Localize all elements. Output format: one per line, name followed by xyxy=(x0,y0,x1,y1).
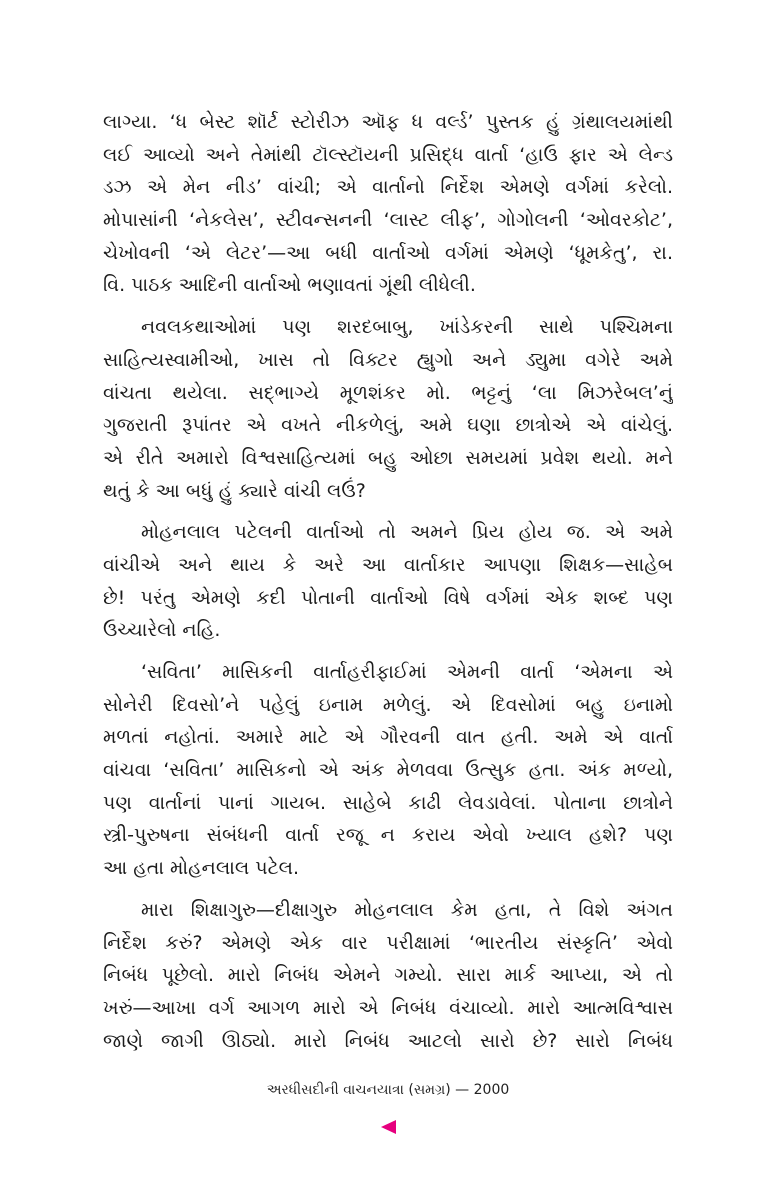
paragraph-4 xyxy=(103,656,673,885)
text-line: સ્ત્રી-પુરુષના સંબંધની વાર્તા રજૂ ન કરાય એવો ખ્યાલ હશે? પણ xyxy=(103,824,673,847)
text-line: પણ વાર્તાનાં પાનાં ગાયબ. સાહેબે કાઢી લેવડાવેલાં. પોતાના છાત્રોને xyxy=(103,791,673,814)
page-footer: અરધીસદીની વાચનયાત્રા (સમગ્ર) — 2000 xyxy=(266,1082,510,1098)
text-line: વિ. પાઠક આદિની વાર્તાઓ ભણાવતાં ગૂંથી લીધેલી. xyxy=(103,274,476,297)
text-line: સોનેરી દિવસો’ને પહેલું ઇનામ મળેલું. એ દિવસોમાં બહુ ઇનામો xyxy=(103,693,673,716)
previous-page-arrow-icon[interactable] xyxy=(381,1120,396,1134)
text-line: સાહિત્યસ્વામીઓ, ખાસ તો વિક્ટર હ્યુગો અને ડ્યુમા વગેરે અમે xyxy=(103,348,673,371)
text-line: છે! પરંતુ એમણે કદી પોતાની વાર્તાઓ વિષે વર્ગમાં એક શબ્દ પણ xyxy=(103,586,673,609)
text-line: ‘સવિતા’ માસિકની વાર્તાહરીફાઈમાં એમની વાર્તા ‘એમના એ xyxy=(141,661,673,683)
paragraph-5 xyxy=(103,894,673,1057)
paragraph-2 xyxy=(103,311,673,507)
body-text xyxy=(103,106,673,1057)
text-line: ગુજરાતી રૂપાંતર એ વખતે નીકળેલું, અમે ઘણા છાત્રોએ એ વાંચેલું. xyxy=(103,414,673,437)
text-line: મોહનલાલ પટેલની વાર્તાઓ તો અમને પ્રિય હોય જ. એ અમે xyxy=(141,521,673,544)
text-line: એ રીતે અમારો વિશ્વસાહિત્યમાં બહુ ઓછા સમયમાં પ્રવેશ થયો. મને xyxy=(103,446,673,469)
text-line: જાણે જાગી ઊઠ્યો. મારો નિબંધ આટલો સારો છે? સારો નિબંધ xyxy=(103,1029,673,1052)
text-line: મળતાં નહોતાં. અમારે માટે એ ગૌરવની વાત હતી. અમે એ વાર્તા xyxy=(103,726,673,749)
text-line: વાંચતા થયેલા. સદ્ભાગ્યે મૂળશંકર મો. ભટ્ટનું ‘લા મિઝરેબલ’નું xyxy=(103,381,673,404)
text-line: ચેખોવની ‘એ લેટર’—આ બધી વાર્તાઓ વર્ગમાં એમણે ‘ધૂમકેતુ’, રા. xyxy=(103,241,673,264)
text-line: ખરું—આખા વર્ગ આગળ મારો એ નિબંધ વંચાવ્યો. મારો આત્મવિશ્વાસ xyxy=(103,996,673,1019)
text-line: નવલકથાઓમાં પણ શરદબાબુ, ખાંડેકરની સાથે પશ્ચિમના xyxy=(141,316,673,339)
text-line: મારા શિક્ષાગુરુ—દીક્ષાગુરુ મોહનલાલ કેમ હતા, તે વિશે અંગત xyxy=(141,898,673,921)
paragraph-3 xyxy=(103,516,673,647)
text-line: લાગ્યા. ‘ધ બેસ્ટ શૉર્ટ સ્ટોરીઝ ઑફ ધ વર્લ્ડ’ પુસ્તક હું ગ્રંથાલયમાંથી xyxy=(103,111,673,133)
text-line: લઈ આવ્યો અને તેમાંથી ટૉલ્સ્ટૉયની પ્રસિદ્ધ વાર્તા ‘હાઉ ફાર એ લેન્ડ xyxy=(103,143,673,166)
text-line: થતું કે આ બધું હું ક્યારે વાંચી લઉં? xyxy=(103,479,366,502)
text-line: વાંચીએ અને થાય કે અરે આ વાર્તાકાર આપણા શિક્ષક—સાહેબ xyxy=(103,553,673,576)
text-line: વાંચવા ‘સવિતા’ માસિકનો એ અંક મેળવવા ઉત્સુક હતા. અંક મળ્યો, xyxy=(103,759,673,782)
text-line: નિબંધ પૂછેલો. મારો નિબંધ એમને ગમ્યો. સારા માર્ક આપ્યા, એ તો xyxy=(103,964,673,987)
paragraph-1 xyxy=(103,106,673,302)
text-line: ઉચ્ચારેલો નહિ. xyxy=(103,619,221,642)
text-line: ડઝ એ મેન નીડ’ વાંચી; એ વાર્તાનો નિર્દેશ એમણે વર્ગમાં કરેલો. xyxy=(103,176,673,199)
text-line: નિર્દેશ કરું? એમણે એક વાર પરીક્ષામાં ‘ભારતીય સંસ્કૃતિ’ એવો xyxy=(103,931,673,954)
text-line: મોપાસાંની ‘નેકલેસ’, સ્ટીવન્સનની ‘લાસ્ટ લીફ’, ગોગોલની ‘ઓવરકોટ’, xyxy=(103,209,673,232)
text-line: આ હતા મોહનલાલ પટેલ. xyxy=(103,857,300,880)
